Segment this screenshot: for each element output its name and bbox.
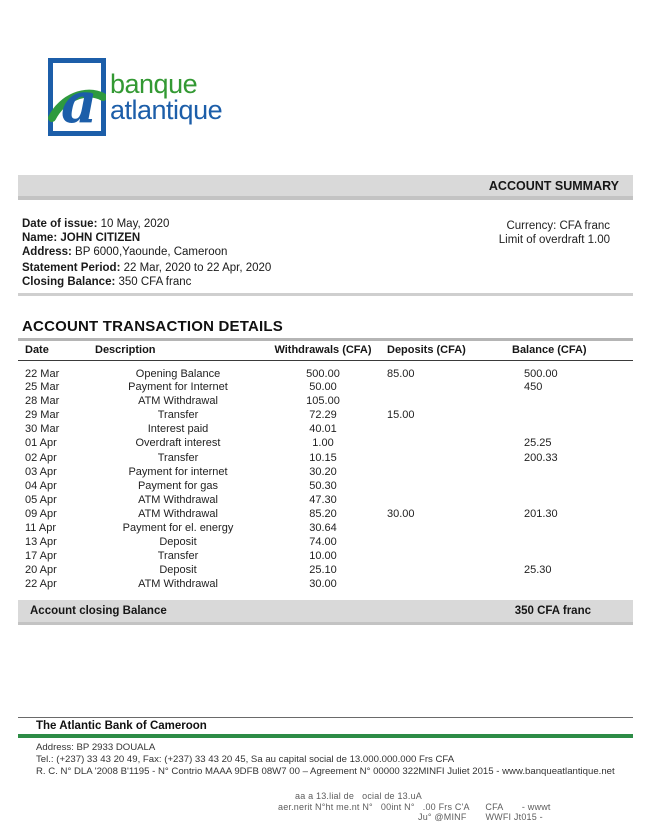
transaction-cell-withdrawal: 72.29 [309, 409, 337, 422]
transaction-cell-balance [498, 408, 633, 422]
transaction-row [18, 450, 633, 464]
transactions-table-body [18, 361, 633, 592]
transaction-row [18, 394, 633, 408]
transaction-cell-deposit [378, 577, 498, 591]
transaction-cell-description: ATM Withdrawal [138, 493, 218, 506]
transaction-cell-description: Transfer [157, 409, 199, 422]
section-divider [18, 293, 633, 296]
transaction-cell-date: 25 Mar [25, 381, 60, 394]
transaction-cell-description: Opening Balance [135, 368, 221, 380]
transaction-cell-date: 20 Apr [25, 564, 57, 577]
transaction-cell-balance: 200.33 [524, 451, 558, 464]
info-line: Statement Period: 22 Mar, 2020 to 22 Apr, 2020 [22, 262, 272, 275]
transaction-cell-withdrawal: 30.20 [309, 465, 337, 478]
transaction-row [18, 465, 633, 479]
transaction-cell-description: Deposit [159, 536, 197, 549]
transaction-cell-withdrawal: 30.00 [309, 578, 337, 591]
transaction-details-title: ACCOUNT TRANSACTION DETAILS [22, 318, 283, 335]
transaction-cell-date: 13 Apr [25, 536, 57, 549]
transaction-row [18, 436, 633, 450]
transaction-cell-deposit: 85.00 [387, 368, 415, 380]
transactions-table [18, 342, 633, 591]
transaction-cell-deposit [378, 563, 498, 577]
transaction-cell-withdrawal: 105.00 [306, 395, 340, 408]
transaction-cell-balance: 25.30 [524, 564, 552, 577]
transaction-row [18, 479, 633, 493]
account-summary-bar [18, 175, 633, 200]
transaction-cell-date: 17 Apr [25, 550, 57, 563]
transaction-row [18, 535, 633, 549]
account-summary-title: ACCOUNT SUMMARY [488, 178, 619, 193]
col-header-deposits: Deposits (CFA) [378, 342, 498, 361]
transaction-row [18, 493, 633, 507]
footer-green-rule [18, 734, 633, 738]
transaction-cell-date: 05 Apr [25, 493, 57, 506]
transaction-title-rule [18, 338, 633, 341]
transaction-cell-withdrawal: 500.00 [306, 368, 340, 380]
transaction-cell-withdrawal: 10.15 [309, 451, 337, 464]
transaction-cell-date: 22 Mar [25, 368, 60, 380]
footer-line: Address: BP 2933 DOUALA [36, 742, 156, 753]
transaction-cell-balance [498, 493, 633, 507]
transaction-cell-date: 03 Apr [25, 465, 57, 478]
transaction-cell-deposit [378, 422, 498, 436]
transaction-cell-date: 30 Mar [25, 423, 60, 436]
transaction-cell-deposit [378, 450, 498, 464]
transaction-cell-withdrawal: 50.30 [309, 479, 337, 492]
info-line: Date of issue: 10 May, 2020 [22, 218, 170, 230]
transaction-cell-description: Interest paid [147, 423, 209, 436]
transaction-cell-date: 04 Apr [25, 479, 57, 492]
transaction-cell-description: Payment for gas [137, 479, 219, 492]
footer-line: R. C. N° DLA '2008 B'1195 - N° Contrio MAAA 9DFB 08W7 00 – Agreement N° 00000 322MINFI Juliet 2015 - www.banqueatlantique.net [36, 766, 615, 778]
footer-line: Tel.: (+237) 33 43 20 49, Fax: (+237) 33 43 20 45, Sa au capital social de 13.000.000.000 Frs CFA [36, 754, 455, 766]
transaction-cell-balance [498, 394, 633, 408]
footer-top-rule [18, 717, 633, 718]
transaction-cell-balance [498, 422, 633, 436]
transaction-cell-deposit [378, 465, 498, 479]
col-header-date: Date [18, 342, 88, 361]
col-header-description: Description [88, 342, 268, 361]
account-closing-balance-bar [18, 600, 633, 625]
transaction-row [18, 521, 633, 535]
transaction-cell-date: 29 Mar [25, 409, 60, 422]
transaction-cell-balance: 201.30 [524, 507, 558, 520]
info-line: Currency: CFA franc [506, 220, 610, 232]
transaction-cell-date: 28 Mar [25, 395, 60, 408]
transaction-cell-deposit [378, 436, 498, 450]
table-header-row [18, 342, 633, 361]
account-info-right [499, 219, 610, 247]
scan-artifact-text: aer.nerit N°ht me.nt N° 00int N° .00 Frs C'A CFA - wwwt [278, 802, 551, 812]
transaction-cell-description: Payment for el. energy [122, 521, 234, 534]
transaction-row [18, 549, 633, 563]
transaction-row [18, 380, 633, 394]
transaction-cell-date: 02 Apr [25, 451, 57, 464]
transaction-cell-balance [498, 479, 633, 493]
transaction-cell-balance: 450 [524, 381, 543, 394]
scan-artifact-text: Ju° @MINF WWFI Jt015 - [418, 812, 543, 822]
logo-word-banque: banque [110, 69, 198, 99]
info-line: Name: JOHN CITIZEN [22, 231, 141, 244]
transaction-cell-date: 09 Apr [25, 507, 57, 520]
transaction-row [18, 408, 633, 422]
info-line: Closing Balance: 350 CFA franc [22, 276, 192, 289]
info-line: Address: BP 6000,Yaounde, Cameroon [22, 245, 228, 258]
transaction-cell-withdrawal: 1.00 [312, 437, 334, 450]
transaction-cell-deposit [378, 479, 498, 493]
footer-bank-name: The Atlantic Bank of Cameroon [36, 720, 207, 732]
transaction-cell-description: ATM Withdrawal [138, 578, 218, 591]
transaction-cell-deposit [378, 493, 498, 507]
col-header-withdrawals: Withdrawals (CFA) [268, 342, 378, 361]
transaction-row [18, 507, 633, 521]
transaction-row [18, 422, 633, 436]
transaction-cell-description: Transfer [157, 451, 199, 464]
logo-word-atlantique: atlantique [110, 95, 223, 125]
transaction-cell-balance [498, 577, 633, 591]
transaction-cell-withdrawal: 25.10 [309, 564, 337, 577]
bank-logo [48, 58, 222, 136]
transaction-cell-deposit [378, 549, 498, 563]
transaction-cell-deposit [378, 380, 498, 394]
transaction-cell-description: ATM Withdrawal [138, 507, 218, 520]
transaction-cell-deposit [378, 521, 498, 535]
transaction-cell-withdrawal: 85.20 [309, 507, 337, 520]
scan-artifact-text: aa a 13.lial de ocial de 13.uA [295, 791, 422, 801]
transaction-cell-description: Overdraft interest [135, 437, 221, 450]
transaction-cell-deposit [378, 394, 498, 408]
transaction-cell-withdrawal: 40.01 [309, 423, 337, 436]
bank-logo-mark-icon [48, 58, 106, 136]
transaction-cell-date: 22 Apr [25, 578, 57, 591]
account-info-left [22, 218, 271, 290]
transaction-cell-balance [498, 521, 633, 535]
bank-logo-text [110, 71, 222, 123]
footer-contact-block [36, 742, 615, 779]
transaction-cell-balance: 25.25 [524, 437, 552, 450]
transaction-cell-withdrawal: 30.64 [309, 521, 337, 534]
transaction-cell-balance: 500.00 [524, 368, 558, 380]
info-line: Limit of overdraft 1.00 [498, 234, 610, 246]
transaction-cell-date: 01 Apr [25, 437, 57, 450]
transaction-cell-description: ATM Withdrawal [138, 395, 218, 408]
transaction-cell-withdrawal: 50.00 [309, 381, 337, 394]
transaction-cell-description: Payment for Internet [128, 381, 228, 394]
transaction-row [18, 563, 633, 577]
transaction-cell-balance [498, 549, 633, 563]
transaction-cell-deposit: 30.00 [387, 507, 415, 520]
closing-balance-label: Account closing Balance [30, 605, 167, 617]
transaction-cell-date: 11 Apr [25, 521, 56, 534]
svg-text:a: a [61, 70, 98, 136]
transaction-row [18, 577, 633, 591]
transaction-cell-description: Payment for internet [128, 465, 228, 478]
transaction-cell-balance [498, 535, 633, 549]
transaction-cell-description: Transfer [157, 550, 199, 563]
transaction-row [18, 361, 633, 381]
col-header-balance: Balance (CFA) [498, 342, 633, 361]
transaction-cell-description: Deposit [159, 564, 197, 577]
transaction-cell-balance [498, 465, 633, 479]
transaction-cell-deposit [378, 535, 498, 549]
transaction-cell-deposit: 15.00 [387, 409, 415, 422]
transaction-cell-withdrawal: 10.00 [309, 550, 337, 563]
transaction-cell-withdrawal: 47.30 [309, 493, 337, 506]
closing-balance-value: 350 CFA franc [514, 605, 591, 617]
transaction-cell-withdrawal: 74.00 [309, 536, 337, 549]
